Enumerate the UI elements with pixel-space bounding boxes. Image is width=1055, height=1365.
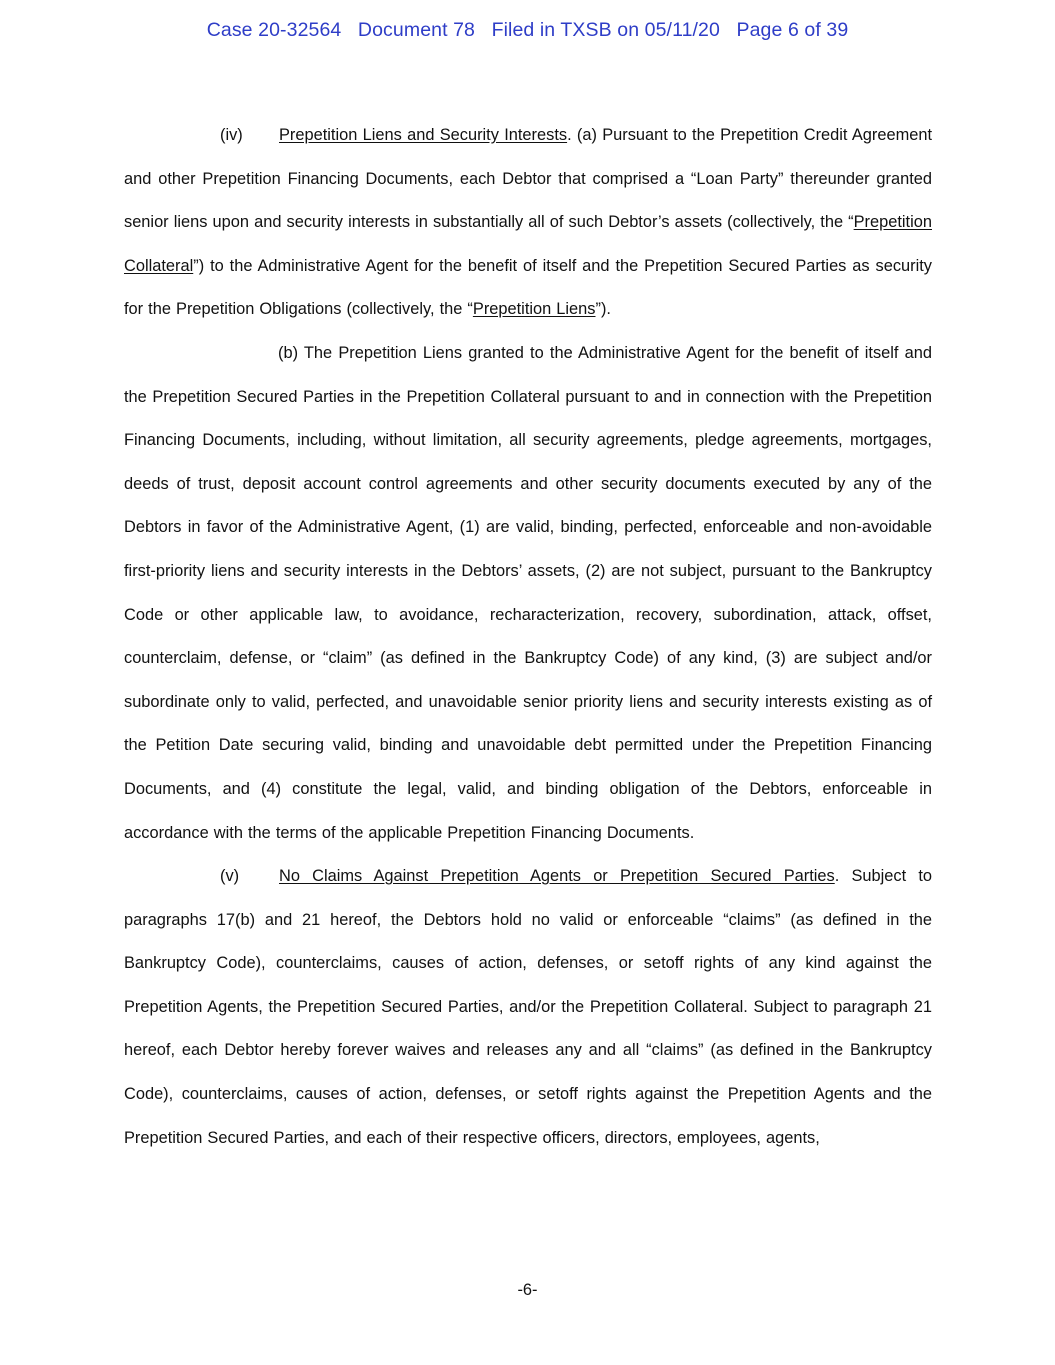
filing-header	[0, 19, 1055, 42]
defined-term: Prepetition Collateral	[124, 213, 932, 275]
filed-info: Filed in TXSB on 05/11/20	[491, 19, 720, 41]
paragraph-number: (iv)	[220, 126, 243, 144]
document-body	[124, 114, 932, 1160]
paragraph-heading: Prepetition Liens and Security Interests	[279, 126, 568, 144]
page-number: -6-	[517, 1281, 538, 1299]
defined-term: Prepetition Liens	[472, 300, 596, 319]
case-number: Case 20-32564	[206, 19, 342, 41]
paragraph-text: . Subject to paragraphs 17(b) and 21 hereof, the Debtors hold no valid or enforceable “claims” (as defined in the Bankruptcy Code), counterclaims, causes of action, defenses, or setoff rights of any kind against the Prepetition Agents, the Prepetition Secured Parties, and/or the Prepetition Collateral. Subject to paragraph 21 hereof, each Debtor hereby forever waives and releases any and all “claims” (as defined in the Bankruptcy Code), counterclaims, causes of action, defenses, or setoff rights against the Prepetition Agents and the Prepetition Secured Parties, and each of their respective officers, directors, employees, agents,	[124, 867, 932, 1147]
document-number: Document 78	[357, 19, 476, 41]
paragraph-number: (v)	[220, 867, 240, 886]
paragraph-b	[124, 332, 932, 855]
page-info: Page 6 of 39	[736, 19, 849, 41]
paragraph-text: (b) The Prepetition Liens granted to the Administrative Agent for the benefit of itself and the Prepetition Secured Parties in the Prepetition Collateral pursuant to and in connection with the Prepetition Financing Documents, including, without limitation, all security agreements, pledge agreements, mortgages, deeds of trust, deposit account control agreements and other security documents executed by any of the Debtors in favor of the Administrative Agent, (1) are valid, binding, perfected, enforceable and non-avoidable first-priority liens and security interests in the Debtors’ assets, (2) are not subject, pursuant to the Bankruptcy Code or other applicable law, to avoidance, recharacterization, recovery, subordination, attack, offset, counterclaim, defense, or “claim” (as defined in the Bankruptcy Code) of any kind, (3) are subject and/or subordinate only to valid, perfected, and unavoidable senior priority liens and security interests existing as of the Petition Date securing valid, binding and unavoidable debt permitted under the Prepetition Financing Documents, and (4) constitute the legal, valid, and binding obligation of the Debtors, enforceable in accordance with the terms of the applicable Prepetition Financing Documents.	[124, 343, 932, 842]
paragraph-iv: (iv) Prepetition Liens and Security Interests. (a) Pursuant to the Prepetition Credit Agreement and other Prepetition Financing Documents, each Debtor that comprised a “Loan Party” thereunder granted senior liens upon and security interests in substantially all of such Debtor’s assets (collectively, the “Prepetition Collateral”) to the Administrative Agent for the benefit of itself and the Prepetition Secured Parties as security for the Prepetition Obligations (collectively, the “Prepetition Liens”).	[124, 114, 932, 332]
paragraph-heading: No Claims Against Prepetition Agents or Prepetition Secured Parties	[279, 867, 835, 886]
paragraph-v	[124, 855, 932, 1160]
